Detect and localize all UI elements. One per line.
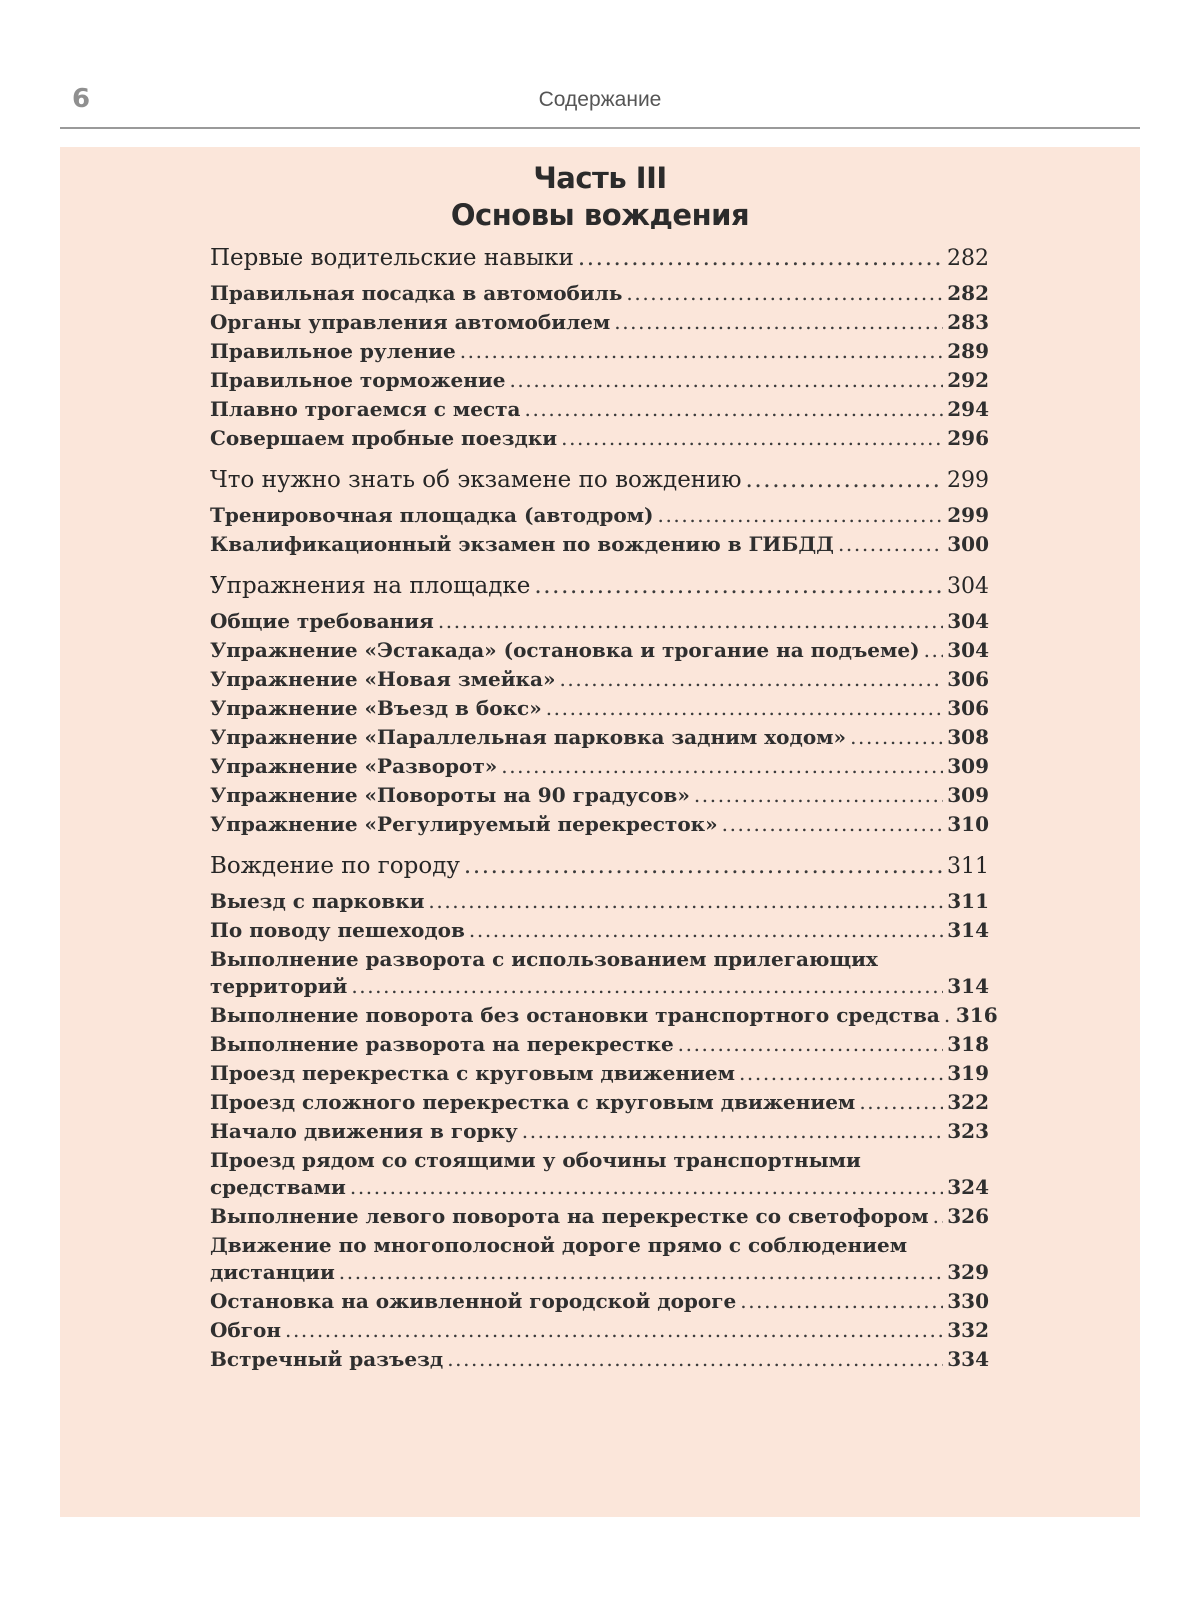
toc-entry-page: 283	[947, 310, 989, 334]
toc-entry-page: 299	[947, 503, 989, 527]
toc-entry[interactable]	[210, 1090, 989, 1114]
leader-dots	[944, 1003, 952, 1027]
toc-entry-title: Начало движения в горку	[210, 1119, 518, 1143]
toc-entry-page: 329	[947, 1260, 989, 1284]
leader-dots	[694, 783, 943, 807]
toc-entry[interactable]	[210, 1003, 998, 1027]
leader-dots	[838, 532, 943, 556]
toc-entry[interactable]	[210, 918, 989, 942]
part-heading	[60, 160, 1140, 234]
toc-entry[interactable]	[210, 1119, 989, 1143]
leader-dots	[739, 1061, 943, 1085]
toc-entry-page: 314	[947, 918, 989, 942]
toc-entry[interactable]	[210, 1289, 989, 1313]
toc-entry[interactable]	[210, 696, 989, 720]
toc-entry-title: Проезд перекрестка с круговым движением	[210, 1061, 735, 1085]
toc-entry-title: Тренировочная площадка (автодром)	[210, 503, 654, 527]
leader-dots	[438, 609, 943, 633]
toc-entry-page: 289	[947, 339, 989, 363]
toc-entry-title: Встречный разъезд	[210, 1347, 444, 1371]
toc-entry-page: 318	[947, 1032, 989, 1056]
toc-entry-title: По поводу пешеходов	[210, 918, 465, 942]
toc-entry-page: 304	[947, 609, 989, 633]
toc-entry-page: 306	[947, 667, 989, 691]
leader-dots	[469, 918, 943, 942]
leader-dots	[561, 426, 943, 450]
leader-dots	[285, 1318, 943, 1342]
toc-entry-page: 310	[947, 812, 989, 836]
toc-entry-title: Проезд сложного перекрестка с круговым движением	[210, 1090, 856, 1114]
toc-entry-title-first-line[interactable]: Движение по многополосной дороге прямо с соблюдением	[210, 1233, 908, 1257]
toc-entry[interactable]	[210, 754, 989, 778]
toc-entry-page: 282	[947, 246, 989, 271]
toc-entry-page: 306	[947, 696, 989, 720]
toc-entry-title: Упражнение «Разворот»	[210, 754, 498, 778]
toc-entry[interactable]	[210, 532, 989, 556]
toc-entry[interactable]	[210, 783, 989, 807]
toc-entry-title: Квалификационный экзамен по вождению в ГИБДД	[210, 532, 834, 556]
toc-entry[interactable]	[210, 1061, 989, 1085]
leader-dots	[626, 281, 943, 305]
toc-entry[interactable]	[210, 889, 989, 913]
leader-dots	[578, 245, 943, 271]
toc-entry[interactable]	[210, 281, 989, 305]
toc-entry-title: Выполнение левого поворота на перекрестке со светофором	[210, 1204, 929, 1228]
toc-chapter[interactable]	[210, 467, 989, 493]
toc-entry-title: Первые водительские навыки	[210, 245, 574, 271]
toc-entry-page: 309	[947, 754, 989, 778]
header-rule	[60, 127, 1140, 129]
leader-dots	[722, 812, 944, 836]
toc-entry-page: 292	[947, 368, 989, 392]
toc-entry[interactable]	[210, 974, 989, 998]
toc-entry-title: дистанции	[210, 1260, 335, 1284]
toc-entry-page: 304	[947, 574, 989, 599]
toc-entry-title: Правильное руление	[210, 339, 456, 363]
toc-entry-title: Обгон	[210, 1318, 281, 1342]
leader-dots	[428, 889, 943, 913]
toc-entry-title: Упражнение «Параллельная парковка задним ходом»	[210, 725, 847, 749]
leader-dots	[559, 667, 943, 691]
toc-entry-page: 323	[947, 1119, 989, 1143]
toc-entry[interactable]	[210, 1204, 989, 1228]
leader-dots	[351, 974, 943, 998]
toc-entry-page: 332	[947, 1318, 989, 1342]
toc-entry-page: 326	[947, 1204, 989, 1228]
toc-entry-title-first-line[interactable]: Выполнение разворота с использованием прилегающих	[210, 947, 878, 971]
leader-dots	[509, 368, 943, 392]
leader-dots	[460, 339, 944, 363]
toc-entry[interactable]	[210, 503, 989, 527]
leader-dots	[350, 1175, 943, 1199]
page-number: 6	[72, 84, 90, 114]
part-title: Основы вождения	[450, 198, 750, 232]
toc-entry[interactable]	[210, 1318, 989, 1342]
toc-entry-title: Вождение по городу	[210, 853, 460, 879]
toc-entry-title: Выполнение разворота на перекрестке	[210, 1032, 674, 1056]
toc-entry[interactable]	[210, 1260, 989, 1284]
toc-entry-title: Плавно трогаемся с места	[210, 397, 521, 421]
leader-dots	[525, 397, 944, 421]
toc-entry-title: средствами	[210, 1175, 346, 1199]
leader-dots	[678, 1032, 944, 1056]
leader-dots	[740, 1289, 943, 1313]
toc-entry-page: 308	[947, 725, 989, 749]
toc-entry-title: Правильная посадка в автомобиль	[210, 281, 623, 305]
toc-entry-title: Упражнения на площадке	[210, 573, 531, 599]
leader-dots	[658, 503, 944, 527]
toc-entry-page: 299	[947, 468, 989, 493]
leader-dots	[614, 310, 943, 334]
toc-entry[interactable]	[210, 725, 989, 749]
toc-entry-page: 309	[947, 783, 989, 807]
leader-dots	[534, 573, 943, 599]
toc-entry[interactable]	[210, 397, 989, 421]
toc-entry-title: Упражнение «Регулируемый перекресток»	[210, 812, 718, 836]
leader-dots	[501, 754, 943, 778]
toc-chapter[interactable]	[210, 853, 989, 879]
toc-entry-title: Упражнение «Новая змейка»	[210, 667, 556, 691]
toc-entry[interactable]	[210, 1347, 989, 1371]
toc-entry[interactable]	[210, 638, 989, 662]
toc-entry-page: 334	[947, 1347, 989, 1371]
toc-panel	[60, 147, 1140, 1517]
toc-entry-title: Выезд с парковки	[210, 889, 425, 913]
toc-entry[interactable]	[210, 667, 989, 691]
toc-entry-page: 322	[947, 1090, 989, 1114]
toc-entry-page: 311	[947, 854, 989, 879]
toc-entry-page: 330	[947, 1289, 989, 1313]
toc-entry-title: Органы управления автомобилем	[210, 310, 611, 334]
toc-entry-title-first-line[interactable]: Проезд рядом со стоящими у обочины транспортными	[210, 1148, 861, 1172]
toc-entry-page: 319	[947, 1061, 989, 1085]
leader-dots	[546, 696, 944, 720]
toc-chapter[interactable]	[210, 245, 989, 271]
leader-dots	[859, 1090, 943, 1114]
leader-dots	[339, 1260, 943, 1284]
toc-chapter[interactable]	[210, 573, 989, 599]
toc-entry-page: 300	[947, 532, 989, 556]
toc-entry-page: 296	[947, 426, 989, 450]
toc-entry-title: Общие требования	[210, 609, 434, 633]
leader-dots	[933, 1204, 944, 1228]
toc-entry[interactable]	[210, 609, 989, 633]
toc-entry-title: Совершаем пробные поездки	[210, 426, 558, 450]
leader-dots	[464, 853, 943, 879]
leader-dots	[850, 725, 943, 749]
toc-entry[interactable]	[210, 812, 989, 836]
toc-entry-page: 324	[947, 1175, 989, 1199]
leader-dots	[924, 638, 944, 662]
toc-entry-title: Выполнение поворота без остановки транспортного средства	[210, 1003, 940, 1027]
toc-entry[interactable]	[210, 426, 989, 450]
toc-entry-title: Упражнение «Повороты на 90 градусов»	[210, 783, 690, 807]
toc-entry-title: Упражнение «Въезд в бокс»	[210, 696, 542, 720]
toc-entry[interactable]	[210, 339, 989, 363]
part-label: Часть III	[533, 161, 667, 195]
leader-dots	[447, 1347, 943, 1371]
toc-entry-page: 316	[955, 1003, 998, 1027]
running-head: Содержание	[538, 88, 662, 111]
toc-entry-page: 311	[947, 889, 989, 913]
toc-entry[interactable]	[210, 310, 989, 334]
toc-entry[interactable]	[210, 368, 989, 392]
toc-entry-page: 294	[947, 397, 989, 421]
toc-entry-title: Упражнение «Эстакада» (остановка и трогание на подъеме)	[210, 638, 920, 662]
toc-entry[interactable]	[210, 1032, 989, 1056]
toc-entry-title: Остановка на оживленной городской дороге	[210, 1289, 737, 1313]
leader-dots	[522, 1119, 944, 1143]
toc-entry[interactable]	[210, 1175, 989, 1199]
toc-entry-title: Правильное торможение	[210, 368, 506, 392]
leader-dots	[745, 467, 943, 493]
toc-entry-page: 282	[947, 281, 989, 305]
toc-entry-page: 304	[947, 638, 989, 662]
toc-entry-title: территорий	[210, 974, 348, 998]
toc-entry-title: Что нужно знать об экзамене по вождению	[210, 467, 742, 493]
toc-entry-page: 314	[947, 974, 989, 998]
